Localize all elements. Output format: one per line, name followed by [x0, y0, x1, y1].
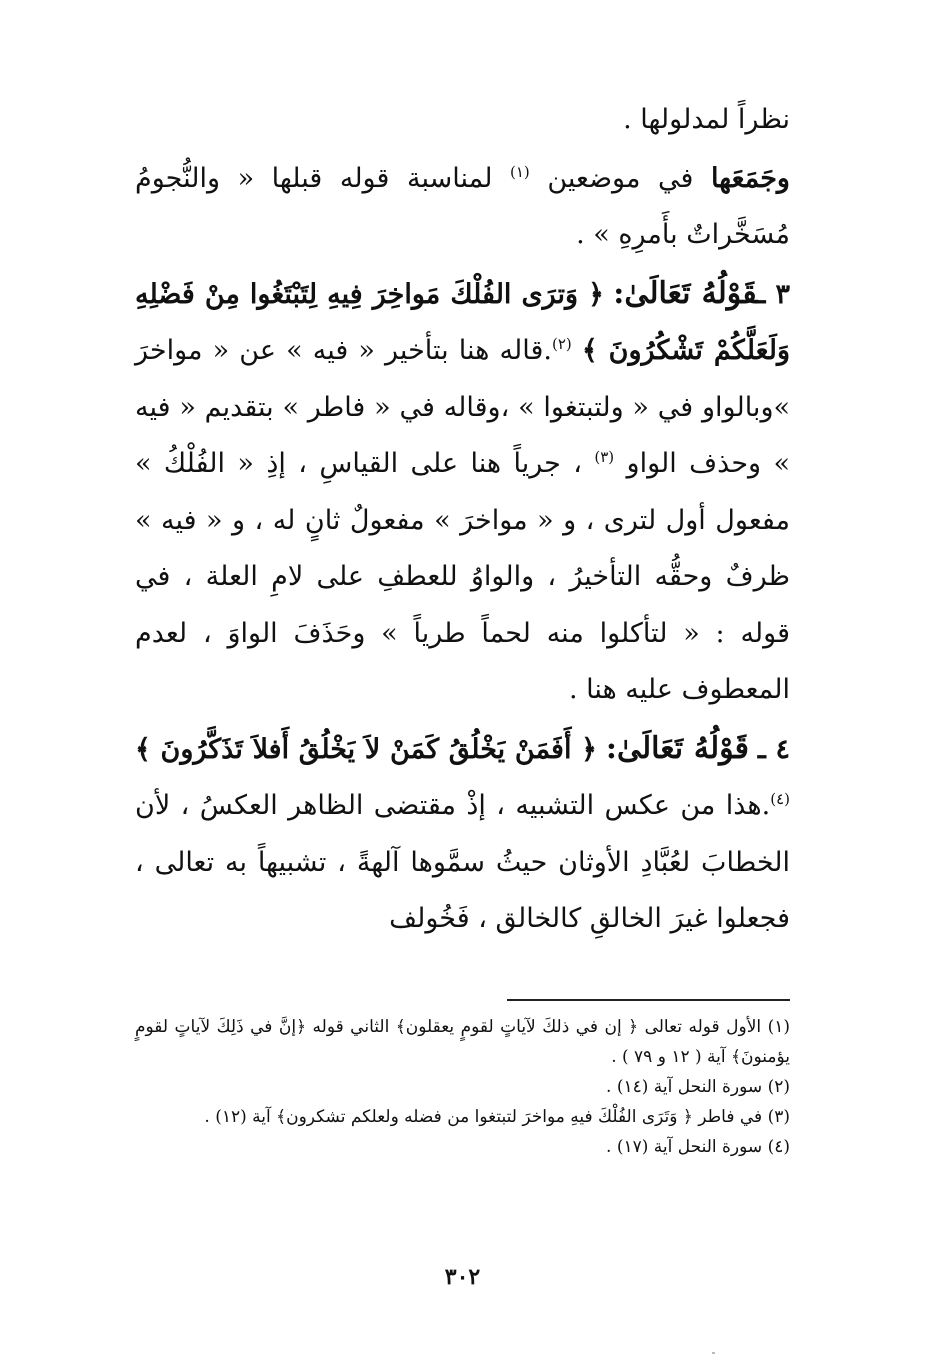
paragraph-1-lead: وجَمَعَها — [710, 162, 790, 194]
qawluhu-heading-2: قَوْلُهُ تَعَالَىٰ: — [605, 730, 749, 766]
paragraph-2-text-2: ، جرياً هنا على القياسِ ، إذِ « الفُلْكُ » مفعول أول لترى ، و « مواخرَ » مفعولٌ ثانٍ له ، و « فيه » ظرفٌ وحقُّه التأخيرُ ، والواوُ للعطفِ على لامِ العلة ، في قوله : « لتأكلوا منه لحماً طرياً » وحَذَفَ الواوَ ، لعدم المعطوف عليه هنا . — [135, 448, 790, 705]
footnotes — [135, 1012, 790, 1162]
footnote-ref-2: (٢) — [551, 335, 572, 353]
qawluhu-heading: قَوْلُهُ تَعَالَىٰ: — [613, 275, 758, 311]
main-text — [135, 92, 790, 948]
paragraph-2 — [135, 266, 790, 719]
footnote-4: (٤) سورة النحل آية (١٧) . — [606, 1137, 790, 1157]
footnote-2: (٢) سورة النحل آية (١٤) . — [606, 1077, 790, 1097]
paragraph-1-text-a: في موضعين — [547, 162, 694, 194]
verse-3: ﴿ وَترَى الفُلْكَ مَواخِرَ فِيهِ لِتَبْتَغُوا مِنْ فَضْلِهِ وَلَعَلَّكُمْ تَشْكُرُونَ ﴾ — [135, 278, 790, 366]
footnote-3: (٣) في فاطر ﴿ وَتَرَى الفُلْكَ فيهِ مواخرَ لتبتغوا من فضله ولعلكم تشكرون﴾ آية (١٢) . — [204, 1107, 790, 1127]
paragraph-3 — [135, 721, 790, 948]
footnote-ref-3: (٣) — [594, 448, 615, 466]
paragraph-3-text: .هذا من عكس التشبيه ، إذْ مقتضى الظاهر العكسُ ، لأن الخطابَ لعُبَّادِ الأوثان حيثُ سمَّوها آلهةً ، تشبيهاً به تعالى ، فجعلوا غيرَ الخالقِ كالخالق ، فَخُولف — [135, 790, 790, 934]
footnote-divider — [507, 999, 790, 1001]
paragraph-1 — [135, 151, 790, 264]
item-number-3: ٣ ـ — [757, 278, 790, 310]
page-number: ٣٠٢ — [444, 1264, 481, 1290]
verse-4: ﴿ أَفَمَنْ يَخْلُقُ كَمَنْ لاَ يَخْلُقُ أَفلاَ تَذَكَّرُونَ ﴾ — [135, 733, 598, 765]
footnote-ref-4: (٤) — [770, 790, 791, 808]
paragraph-1-text-b: لمناسبة قوله قبلها « والنُّجومُ مُسَخَّراتٌ بأَمرِهِ » . — [135, 162, 790, 250]
book-page — [135, 92, 790, 1332]
paragraph-2-text: .قاله هنا بتأخير « فيه » عن « مواخرَ »وبالواو في « ولتبتغوا » ،وقاله في « فاطر » بتقديم « فيه » وحذف الواو — [135, 335, 790, 479]
footnote-ref-1: (١) — [510, 162, 530, 181]
intro-text: نظراً لمدلولها . — [623, 104, 790, 135]
intro-line — [135, 92, 790, 149]
scan-speck — [712, 1352, 715, 1354]
item-number-4: ٤ ـ — [757, 733, 790, 765]
footnote-1: (١) الأول قوله تعالى ﴿ إن في ذلكَ لآياتٍ لقومٍ يعقلون﴾ الثاني قوله ﴿إنَّ في ذَلِكَ لآياتٍ لقومٍ يؤمنونَ﴾ آية ( ١٢ و ٧٩ ) . — [135, 1017, 790, 1067]
